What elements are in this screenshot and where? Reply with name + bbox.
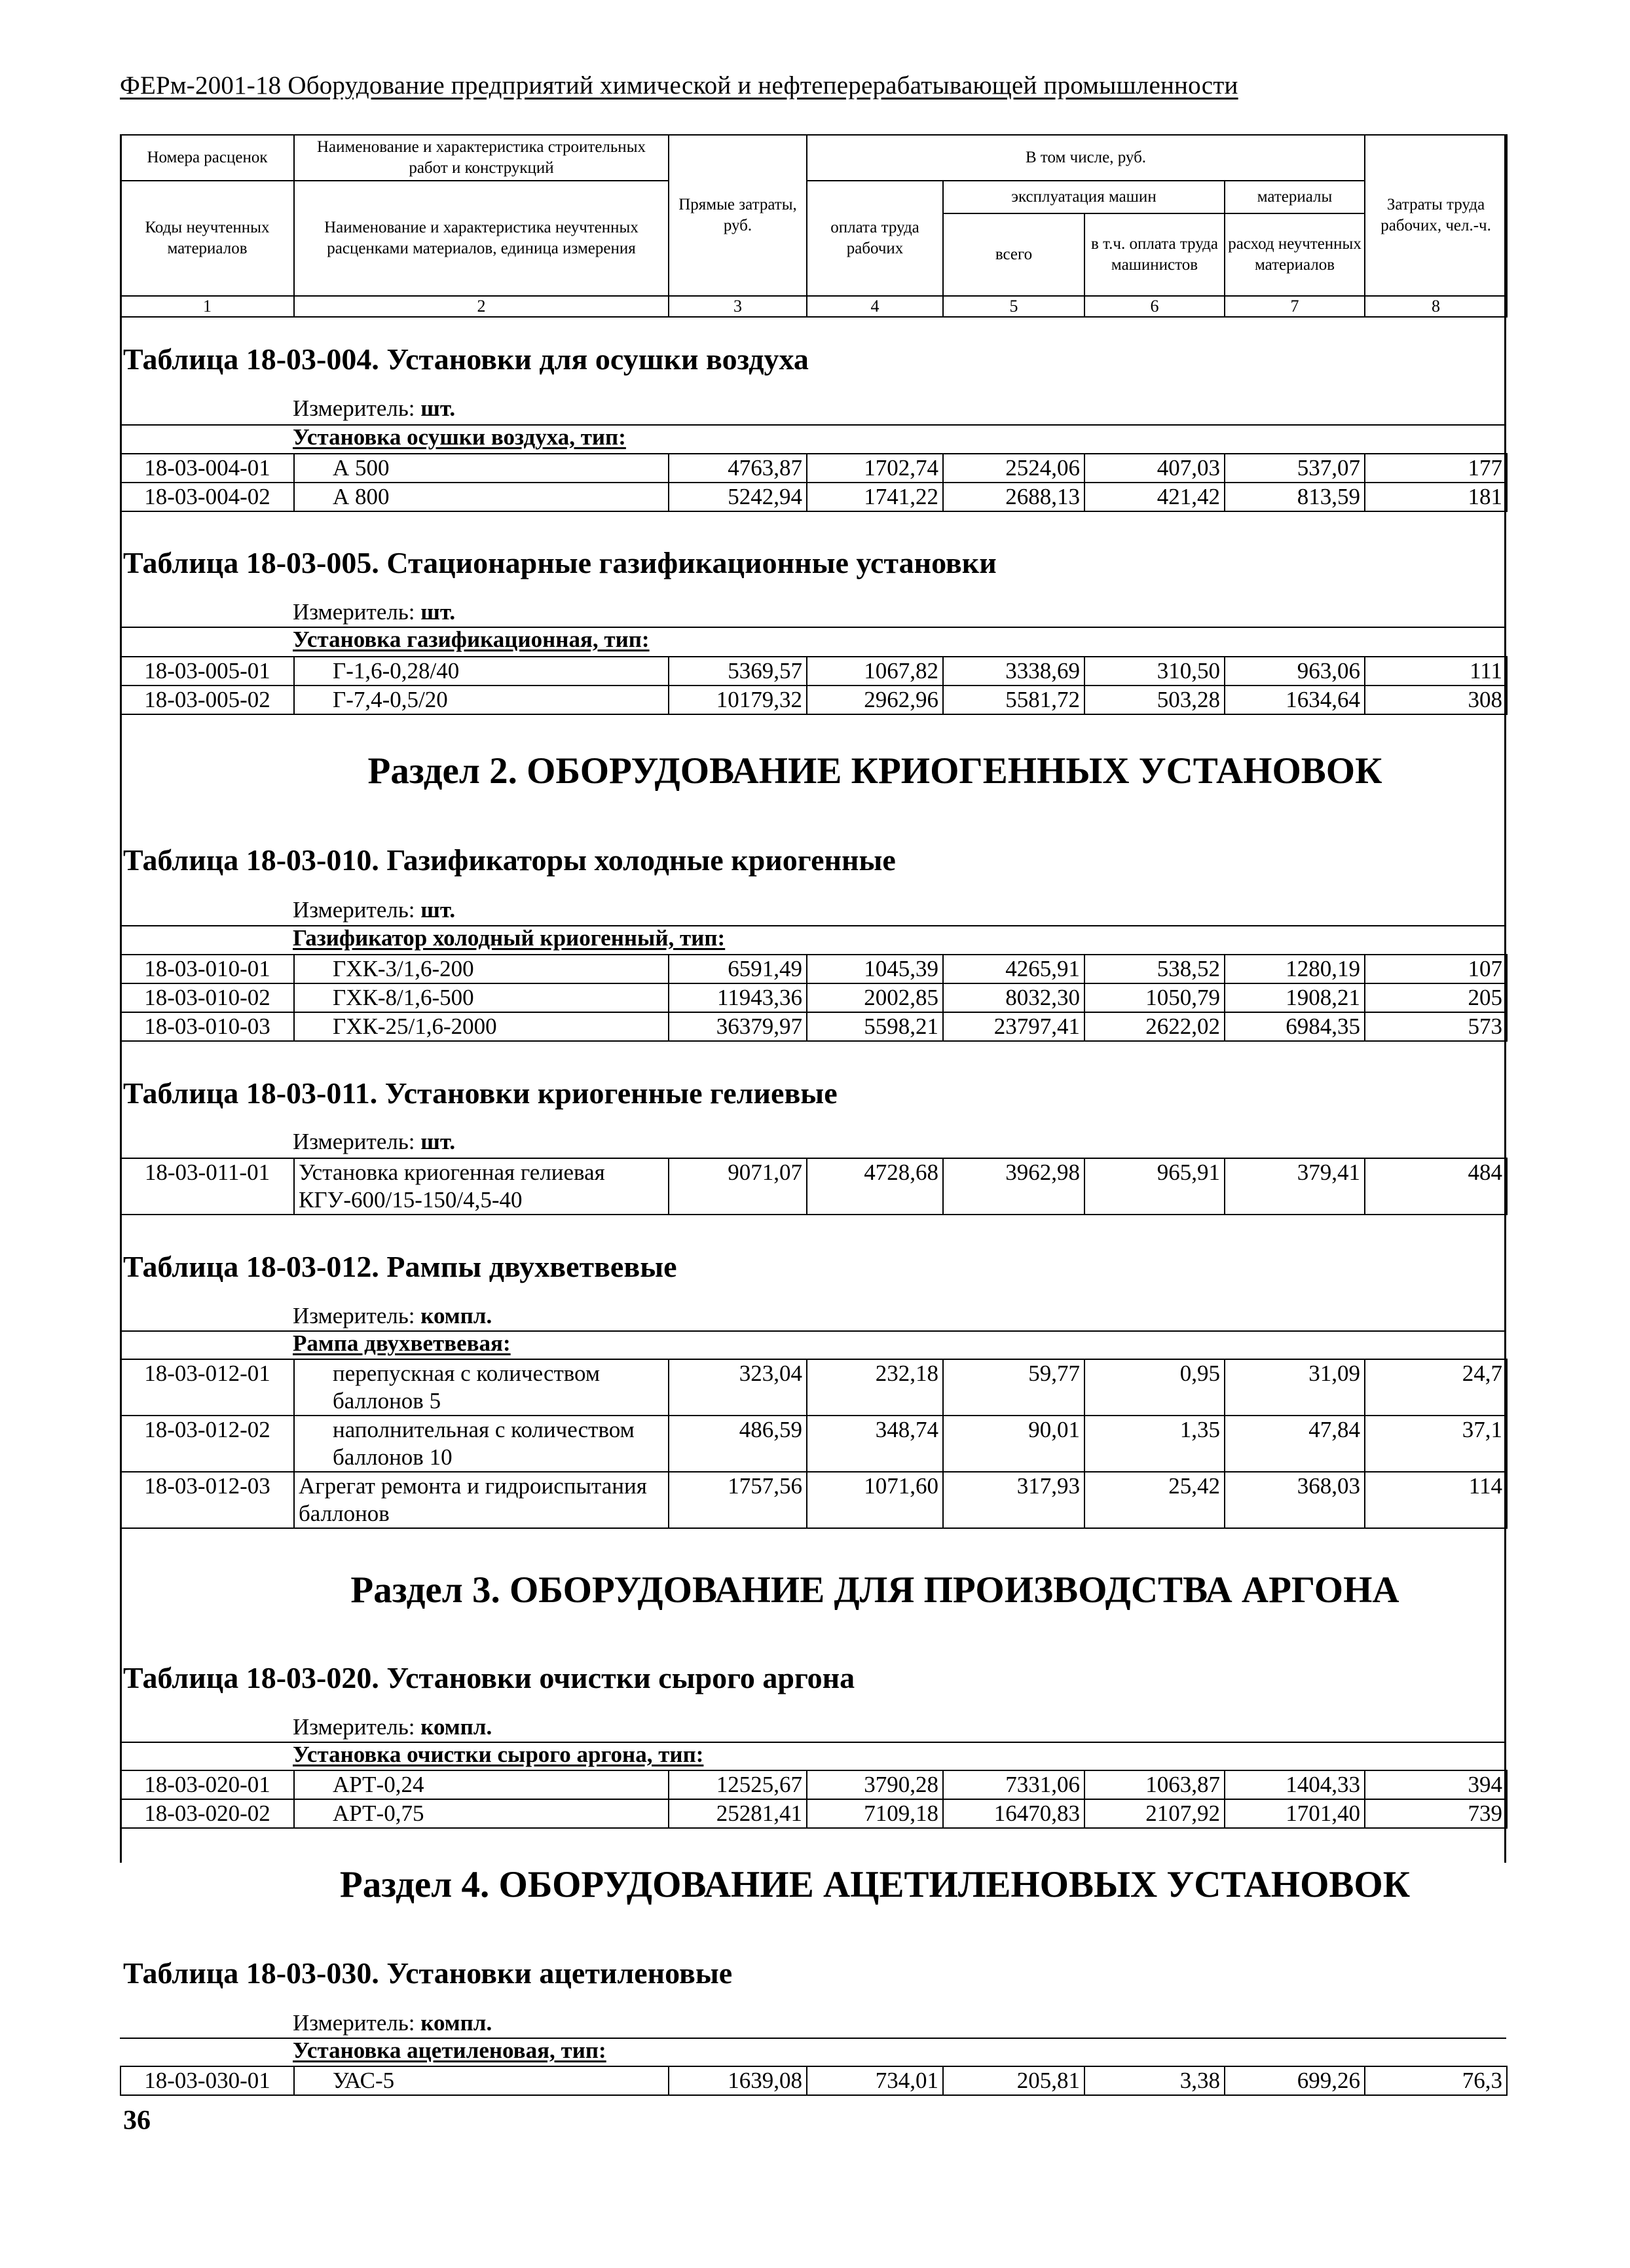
machines-total-cell: 2524,06 [943,454,1084,483]
col-number: 5 [943,296,1084,317]
table-title: Таблица 18-03-012. Рампы двухветвевые [123,1250,677,1283]
materials-cell: 31,09 [1225,1359,1365,1416]
materials-cell: 699,26 [1225,2066,1365,2095]
worker-pay-cell: 348,74 [807,1416,943,1472]
table-row [120,657,1507,686]
direct-costs-cell: 1757,56 [669,1472,807,1528]
rate-code-cell: 18-03-010-01 [120,955,294,983]
machines-total-cell: 3962,98 [943,1158,1084,1215]
table-row [120,1012,1507,1041]
materials-cell: 379,41 [1225,1158,1365,1215]
rate-code-cell: 18-03-012-01 [120,1359,294,1416]
labor-hours-cell: 205 [1365,983,1507,1012]
work-name-cell: Агрегат ремонта и гидроиспытания баллонов [294,1472,669,1528]
direct-costs-cell: 25281,41 [669,1799,807,1828]
col-number: 7 [1225,296,1365,317]
worker-pay-cell: 2002,85 [807,983,943,1012]
work-name-cell: Г-7,4-0,5/20 [294,686,669,714]
col-header-material-use: расход неучтенных материалов [1225,213,1365,296]
worker-pay-cell: 1067,82 [807,657,943,686]
machines-total-cell: 16470,83 [943,1799,1084,1828]
unit-line: Измеритель: компл. [293,1714,492,1740]
labor-hours-cell: 573 [1365,1012,1507,1041]
table-row [120,1416,1507,1472]
machinist-pay-cell: 1063,87 [1084,1770,1225,1799]
col-header-direct-costs: Прямые затраты, руб. [669,135,807,296]
rate-code-cell: 18-03-005-02 [120,686,294,714]
col-header-codes-top: Номера расценок [120,135,294,181]
col-number: 8 [1365,296,1507,317]
rate-code-cell: 18-03-020-02 [120,1799,294,1828]
table-row [120,955,1507,983]
direct-costs-cell: 5369,57 [669,657,807,686]
materials-cell: 47,84 [1225,1416,1365,1472]
labor-hours-cell: 76,3 [1365,2066,1507,2095]
section-title: Раздел 2. ОБОРУДОВАНИЕ КРИОГЕННЫХ УСТАНОВОК [367,750,1382,792]
machines-total-cell: 4265,91 [943,955,1084,983]
table-title: Таблица 18-03-010. Газификаторы холодные криогенные [123,843,896,877]
table-row [120,1799,1507,1828]
worker-pay-cell: 5598,21 [807,1012,943,1041]
machinist-pay-cell: 1050,79 [1084,983,1225,1012]
table-title: Таблица 18-03-030. Установки ацетиленовые [123,1956,733,1990]
machines-total-cell: 7331,06 [943,1770,1084,1799]
table-row [120,983,1507,1012]
machinist-pay-cell: 1,35 [1084,1416,1225,1472]
materials-cell: 1701,40 [1225,1799,1365,1828]
machinist-pay-cell: 407,03 [1084,454,1225,483]
machines-total-cell: 3338,69 [943,657,1084,686]
worker-pay-cell: 734,01 [807,2066,943,2095]
section-title: Раздел 4. ОБОРУДОВАНИЕ АЦЕТИЛЕНОВЫХ УСТАНОВОК [339,1864,1411,1905]
row-group-header: Установка очистки сырого аргона, тип: [293,1742,704,1767]
work-name-cell: Г-1,6-0,28/40 [294,657,669,686]
direct-costs-cell: 5242,94 [669,483,807,511]
machinist-pay-cell: 310,50 [1084,657,1225,686]
unit-line: Измеритель: компл. [293,1303,492,1328]
col-number: 2 [294,296,669,317]
direct-costs-cell: 486,59 [669,1416,807,1472]
col-header-machines: эксплуатация машин [943,181,1225,213]
labor-hours-cell: 308 [1365,686,1507,714]
materials-cell: 1404,33 [1225,1770,1365,1799]
worker-pay-cell: 1741,22 [807,483,943,511]
data-table [120,2066,1508,2096]
labor-hours-cell: 37,1 [1365,1416,1507,1472]
table-title: Таблица 18-03-020. Установки очистки сырого аргона [123,1661,855,1694]
rate-code-cell: 18-03-012-03 [120,1472,294,1528]
work-name-cell: ГХК-25/1,6-2000 [294,1012,669,1041]
table-title: Таблица 18-03-005. Стационарные газификационные установки [123,546,997,579]
unit-line: Измеритель: шт. [293,599,456,625]
rate-code-cell: 18-03-012-02 [120,1416,294,1472]
machinist-pay-cell: 503,28 [1084,686,1225,714]
worker-pay-cell: 232,18 [807,1359,943,1416]
direct-costs-cell: 36379,97 [669,1012,807,1041]
machinist-pay-cell: 538,52 [1084,955,1225,983]
rate-code-cell: 18-03-004-01 [120,454,294,483]
unit-line: Измеритель: шт. [293,897,456,923]
section-title: Раздел 3. ОБОРУДОВАНИЕ ДЛЯ ПРОИЗВОДСТВА АРГОНА [350,1569,1399,1611]
direct-costs-cell: 6591,49 [669,955,807,983]
col-header-group: В том числе, руб. [807,135,1365,181]
col-number: 3 [669,296,807,317]
worker-pay-cell: 4728,68 [807,1158,943,1215]
rate-code-cell: 18-03-010-03 [120,1012,294,1041]
col-number: 4 [807,296,943,317]
direct-costs-cell: 1639,08 [669,2066,807,2095]
table-row [120,1472,1507,1528]
labor-hours-cell: 114 [1365,1472,1507,1528]
table-row [120,686,1507,714]
labor-hours-cell: 177 [1365,454,1507,483]
labor-hours-cell: 107 [1365,955,1507,983]
direct-costs-cell: 11943,36 [669,983,807,1012]
materials-cell: 963,06 [1225,657,1365,686]
labor-hours-cell: 739 [1365,1799,1507,1828]
col-number: 6 [1084,296,1225,317]
col-header-materials: материалы [1225,181,1365,213]
col-header-machinist-pay: в т.ч. оплата труда машинистов [1084,213,1225,296]
rate-code-cell: 18-03-011-01 [120,1158,294,1215]
materials-cell: 1908,21 [1225,983,1365,1012]
materials-cell: 537,07 [1225,454,1365,483]
direct-costs-cell: 323,04 [669,1359,807,1416]
table-title: Таблица 18-03-004. Установки для осушки воздуха [123,342,809,376]
direct-costs-cell: 12525,67 [669,1770,807,1799]
worker-pay-cell: 3790,28 [807,1770,943,1799]
work-name-cell: УАС-5 [294,2066,669,2095]
work-name-cell: ГХК-3/1,6-200 [294,955,669,983]
table-row [120,1359,1507,1416]
labor-hours-cell: 24,7 [1365,1359,1507,1416]
labor-hours-cell: 181 [1365,483,1507,511]
machinist-pay-cell: 25,42 [1084,1472,1225,1528]
machinist-pay-cell: 421,42 [1084,483,1225,511]
rate-code-cell: 18-03-004-02 [120,483,294,511]
materials-cell: 368,03 [1225,1472,1365,1528]
row-group-header: Установка ацетиленовая, тип: [293,2038,606,2063]
work-name-cell: Установка криогенная гелиевая КГУ-600/15-150/4,5-40 [294,1158,669,1215]
work-name-cell: АРТ-0,24 [294,1770,669,1799]
data-table [120,453,1508,512]
col-header-machines-total: всего [943,213,1084,296]
direct-costs-cell: 9071,07 [669,1158,807,1215]
worker-pay-cell: 1071,60 [807,1472,943,1528]
work-name-cell: перепускная с количеством баллонов 5 [294,1359,669,1416]
col-header-name-bottom: Наименование и характеристика неучтенных расценками материалов, единица измерения [294,181,669,296]
worker-pay-cell: 2962,96 [807,686,943,714]
machines-total-cell: 317,93 [943,1472,1084,1528]
machines-total-cell: 2688,13 [943,483,1084,511]
work-name-cell: А 500 [294,454,669,483]
row-group-header: Установка газификационная, тип: [293,627,650,652]
data-table [120,1770,1508,1829]
direct-costs-cell: 10179,32 [669,686,807,714]
materials-cell: 1280,19 [1225,955,1365,983]
machines-total-cell: 5581,72 [943,686,1084,714]
col-number: 1 [120,296,294,317]
rate-code-cell: 18-03-020-01 [120,1770,294,1799]
machines-total-cell: 205,81 [943,2066,1084,2095]
work-name-cell: А 800 [294,483,669,511]
col-header-codes-bottom: Коды неучтенных материалов [120,181,294,296]
table-row [120,454,1507,483]
document-header: ФЕРм-2001-18 Оборудование предприятий химической и нефтеперерабатывающей промышленности [120,71,1238,100]
row-group-header: Рампа двухветвевая: [293,1330,511,1356]
row-group-header: Газификатор холодный криогенный, тип: [293,925,726,951]
rate-code-cell: 18-03-005-01 [120,657,294,686]
table-row [120,2066,1507,2095]
machinist-pay-cell: 2107,92 [1084,1799,1225,1828]
worker-pay-cell: 1045,39 [807,955,943,983]
labor-hours-cell: 394 [1365,1770,1507,1799]
row-group-header: Установка осушки воздуха, тип: [293,424,626,450]
unit-line: Измеритель: шт. [293,395,456,421]
col-header-labor-hours: Затраты труда рабочих, чел.-ч. [1365,135,1507,296]
materials-cell: 1634,64 [1225,686,1365,714]
unit-line: Измеритель: компл. [293,2010,492,2036]
worker-pay-cell: 1702,74 [807,454,943,483]
machinist-pay-cell: 3,38 [1084,2066,1225,2095]
rate-code-cell: 18-03-010-02 [120,983,294,1012]
data-table [120,954,1508,1042]
unit-line: Измеритель: шт. [293,1129,456,1154]
column-header-table [120,134,1508,318]
work-name-cell: ГХК-8/1,6-500 [294,983,669,1012]
machinist-pay-cell: 0,95 [1084,1359,1225,1416]
page-number: 36 [123,2106,151,2136]
work-name-cell: АРТ-0,75 [294,1799,669,1828]
data-table [120,656,1508,715]
materials-cell: 813,59 [1225,483,1365,511]
data-table [120,1158,1508,1215]
table-row [120,1770,1507,1799]
table-row [120,483,1507,511]
machinist-pay-cell: 965,91 [1084,1158,1225,1215]
machinist-pay-cell: 2622,02 [1084,1012,1225,1041]
materials-cell: 6984,35 [1225,1012,1365,1041]
machines-total-cell: 90,01 [943,1416,1084,1472]
work-name-cell: наполнительная с количеством баллонов 10 [294,1416,669,1472]
table-row [120,1158,1507,1215]
labor-hours-cell: 484 [1365,1158,1507,1215]
labor-hours-cell: 111 [1365,657,1507,686]
data-table [120,1359,1508,1529]
machines-total-cell: 8032,30 [943,983,1084,1012]
direct-costs-cell: 4763,87 [669,454,807,483]
col-header-worker-pay: оплата труда рабочих [807,181,943,296]
rate-code-cell: 18-03-030-01 [120,2066,294,2095]
worker-pay-cell: 7109,18 [807,1799,943,1828]
col-header-name-top: Наименование и характеристика строительных работ и конструкций [294,135,669,181]
machines-total-cell: 59,77 [943,1359,1084,1416]
table-title: Таблица 18-03-011. Установки криогенные гелиевые [123,1076,838,1110]
machines-total-cell: 23797,41 [943,1012,1084,1041]
